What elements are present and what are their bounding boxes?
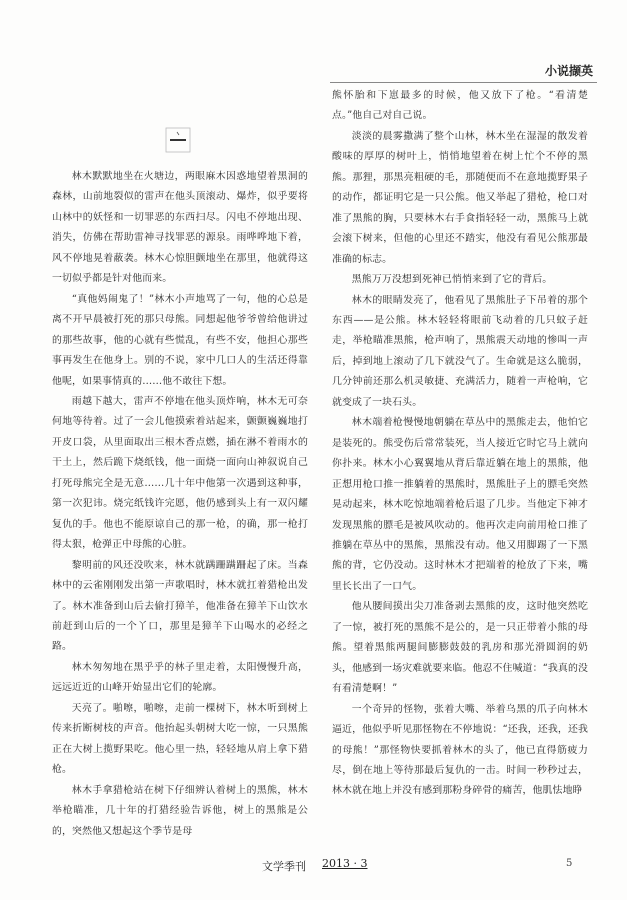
issue-number: 2013 · 3 — [322, 857, 368, 870]
paragraph: 林木端着枪慢慢地朝躺在草丛中的黑熊走去，他怕它是装死的。熊受伤后常常装死，当人接近它时它马上就向你扑来。林木小心翼翼地从背后靠近躺在地上的黑熊，他正想用枪口推一推躺着的黑熊时，黑熊肚子上的膘毛突然晃动起来，林木吃惊地端着枪后退了几步。当他定下神才发现黑熊的膘毛是被风吹动的。他再次走向前用枪口推了推躺在草丛中的黑熊，黑熊没有动。他又用脚踢了一下黑熊的背，它仍没动。这时林木才把端着的枪放了下来，嘴里长长出了一口气。 — [332, 417, 588, 592]
paragraph: 林木默默地坐在火塘边，两眼麻木因惑地望着黑洞的森林，山前地裂似的雷声在他头顶滚动、爆炸，似乎要将山林中的妖怪和一切罪恶的东西扫尽。闪电不停地出现、消失，仿佛在帮助雷神寻找罪恶的源泉。雨哗哗地下着，风不停地晃着蔽袭。林木心惊胆颤地坐在那里，他就得这一切似乎都是针对他而来。 — [52, 171, 308, 285]
journal-name: 文学季刊 — [262, 860, 306, 873]
section-label: 小说撷英 — [544, 64, 593, 78]
paragraph: 雨越下越大，雷声不停地在他头顶炸响，林木无可奈何地等待着。过了一会儿他摸索着站起来，颤颤巍巍地打开皮口袋，从里面取出三根木香点燃，插在淋不着雨水的干土上，然后跪下烧纸钱，他一面烧一面向山神叙说自己打死母熊完全是无意……几十年中他第一次遇到这种事，第一次犯讳。烧完纸钱许完愿，他仍感到头上有一双闪耀复仇的手。他也不能原谅自己的那一枪，的确，那一枪打得太狠，枪弹正中母熊的心脏。 — [52, 395, 308, 551]
paragraph: 熊怀胎和下崽最多的时候，他又放下了枪。“看清楚点。”他自己对自己说。 — [332, 90, 588, 122]
em-dash-ornament-icon — [165, 127, 191, 153]
paragraph: 黑熊万万没想到死神已悄悄来到了它的背后。 — [351, 274, 553, 286]
paragraph: 一个奇异的怪物，张着大嘴、举着乌黑的爪子向林木逼近，他似乎听见那怪物在不停地说：“还我，还我，还我的母熊！”那怪物快要抓着林木的头了，他已直得筋疲力尽，倒在地上等待那最后复仇的一击。时间一秒秒过去，林木就在地上并没有感到那粉身碎骨的痛苦，他肌怯地睁 — [332, 703, 588, 797]
header-rule — [330, 82, 597, 83]
paragraph: 黎明前的风还没吹来，林木就蹒跚蹒跚起了床。当森林中的云雀刚刚发出第一声歌唱时，林木就扛着猎枪出发了。林木准备到山后去偷打獐羊，他准备在獐羊下山饮水前赶到山后的一个丫口，那里是獐羊下山喝水的必经之路。 — [52, 559, 308, 653]
left-text-column — [52, 167, 308, 842]
paragraph: 林木手拿猎枪站在树下仔细辨认着树上的黑熊，林木举枪瞄准，几十年的打猎经验告诉他，树上的黑熊是公的，突然他又想起这个季节是母 — [52, 784, 308, 837]
paragraph: “真他妈闹鬼了！”林木小声地骂了一句，他的心总是离不开早晨被打死的那只母熊。同想起他爷爷曾给他讲过的那些故事，他的心就有些慌乱，有些不安，他担心那些事再发生在他身上。别的不说，家中几口人的生活还得靠他呢，如果事情真的……他不敢往下想。 — [52, 293, 308, 387]
paragraph: 林木的眼睛发亮了，他看见了黑熊肚子下吊着的那个东西——是公熊。林木轻轻将眼前飞动着的几只蚊子赶走，举枪瞄准黑熊，枪声响了，黑熊震天动地的惨叫一声后，掉到地上滚动了几下就没气了。生命就是这么脆弱，几分钟前还那么机灵敏捷、充满活力，随着一声枪响，它就变成了一块石头。 — [332, 294, 588, 408]
paragraph: 林木匆匆地在黑乎乎的林子里走着，太阳慢慢升高，远远近近的山峰开始显出它们的轮廓。 — [52, 661, 308, 694]
paragraph: 他从腰间摸出尖刀准备剥去黑熊的皮，这时他突然吃了一惊，被打死的黑熊不是公的，是一只正带着小熊的母熊。望着黑熊两腿间膨膨鼓鼓的乳房和那光滑圆润的奶头，他感到一场灾难就要来临。他忍不住喊道：“我真的没有看清楚啊！” — [332, 601, 588, 695]
page-number: 5 — [566, 858, 573, 869]
paragraph: 天亮了。啪嚓，啪嚓，走前一棵树下，林木听到树上传来折断树枝的声音。他抬起头朝树大吃一惊，一只黑熊正在大树上揽野果吃。他心里一热，轻轻地从肩上拿下猎枪。 — [52, 702, 308, 776]
right-text-column — [332, 86, 588, 802]
paragraph: 淡淡的晨雾撒满了整个山林，林木坐在湿湿的散发着酸味的厚厚的树叶上，悄悄地望着在树上忙个不停的黑熊。那狸，那黑亮粗硬的毛，那随便而不在意地揽野果子的动作，都证明它是一只公熊。他又举起了猎枪，枪口对准了黑熊的胸，只要林木右手食指轻轻一动，黑熊马上就会滚下树来，但他的心里还不踏实，他没有看见公熊那最准确的标志。 — [332, 130, 588, 265]
